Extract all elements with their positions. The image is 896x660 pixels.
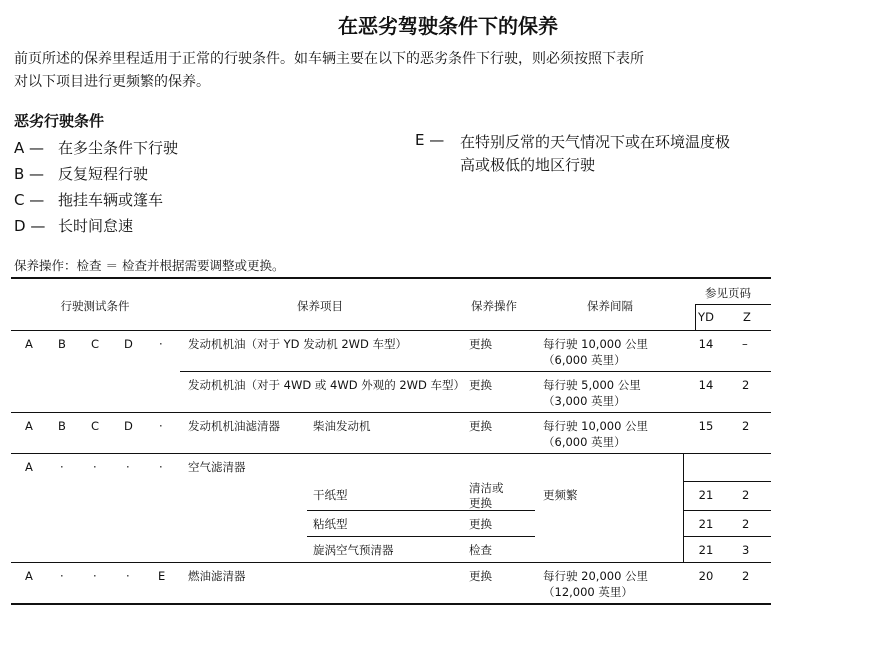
condition-d: D — 长时间怠速 [14, 217, 134, 235]
table-top-rule [11, 277, 771, 279]
interval-line-2: （6,000 英里） [543, 353, 626, 367]
condition-flag: · [93, 569, 97, 583]
interval: 更频繁 [543, 488, 578, 502]
item-sub: 旋涡空气预清器 [313, 543, 394, 557]
row-rule [180, 371, 771, 372]
condition-a: A — 在多尘条件下行驶 [14, 139, 179, 157]
condition-flag: B [58, 337, 66, 351]
condition-flag: C [91, 337, 100, 351]
item-name: 燃油滤清器 [188, 569, 246, 583]
interval-line-1: 每行驶 10,000 公里 [543, 337, 649, 351]
item-sub: 粘纸型 [313, 517, 348, 531]
intro-line-2: 对以下项目进行更频繁的保养。 [14, 74, 210, 90]
condition-flag: A [25, 419, 33, 433]
ref-z: 2 [742, 569, 750, 583]
ref-column-divider [683, 453, 684, 562]
condition-flag: E [158, 569, 166, 583]
condition-e-code: E — [415, 131, 445, 149]
ref-yd: 14 [698, 378, 714, 392]
ref-yd: 14 [698, 337, 714, 351]
condition-flag: D [124, 419, 133, 433]
ref-z: – [742, 337, 748, 351]
row-rule [11, 453, 771, 454]
row-rule [683, 510, 771, 511]
ref-z: 2 [742, 488, 750, 502]
item-name: 发动机机油（对于 4WD 或 4WD 外观的 2WD 车型） [188, 378, 466, 392]
interval-line-1: 每行驶 10,000 公里 [543, 419, 649, 433]
condition-c: C — 拖挂车辆或篷车 [14, 191, 164, 209]
header-ref: 参见页码 [705, 286, 751, 300]
ref-yd: 21 [698, 517, 714, 531]
condition-flag: · [159, 419, 163, 433]
item-sub: 干纸型 [313, 488, 348, 502]
ref-header-rule [695, 304, 771, 305]
condition-flag: A [25, 569, 33, 583]
item-name: 发动机机油滤清器 [188, 419, 280, 433]
ref-yd: 21 [698, 543, 714, 557]
operation-note: 保养操作：检查 ＝ 检查并根据需要调整或更换。 [14, 258, 285, 273]
item-name: 发动机机油（对于 YD 发动机 2WD 车型） [188, 337, 408, 351]
header-item: 保养项目 [297, 299, 343, 313]
header-z: Z [743, 310, 751, 324]
ref-yd: 15 [698, 419, 714, 433]
header-interval: 保养间隔 [587, 299, 633, 313]
header-yd: YD [698, 310, 714, 324]
interval-line-2: （12,000 英里） [543, 585, 633, 599]
interval-line-1: 每行驶 20,000 公里 [543, 569, 649, 583]
row-rule [11, 412, 771, 413]
row-rule [307, 536, 535, 537]
condition-flag: · [60, 569, 64, 583]
condition-flag: · [159, 460, 163, 474]
condition-b: B — 反复短程行驶 [14, 165, 149, 183]
conditions-heading: 恶劣行驶条件 [14, 112, 105, 130]
ref-z: 3 [742, 543, 750, 557]
condition-flag: C [91, 419, 100, 433]
condition-flag: · [159, 337, 163, 351]
operation: 更换 [469, 517, 492, 531]
operation: 更换 [469, 569, 492, 583]
row-rule [307, 510, 535, 511]
ref-z: 2 [742, 517, 750, 531]
table-bottom-rule [11, 603, 771, 605]
ref-yd: 21 [698, 488, 714, 502]
operation-line-2: 更换 [469, 496, 492, 510]
condition-flag: A [25, 337, 33, 351]
operation-line-1: 清洁或 [469, 481, 504, 495]
condition-e-line-2: 高或极低的地区行驶 [460, 156, 596, 174]
interval-line-1: 每行驶 5,000 公里 [543, 378, 641, 392]
operation: 更换 [469, 378, 492, 392]
condition-flag: B [58, 419, 66, 433]
header-operation: 保养操作 [471, 299, 517, 313]
interval-line-2: （6,000 英里） [543, 435, 626, 449]
row-rule [683, 481, 771, 482]
condition-e-line-1: 在特别反常的天气情况下或在环境温度极 [460, 133, 731, 151]
condition-flag: · [60, 460, 64, 474]
interval-line-2: （3,000 英里） [543, 394, 626, 408]
page-title: 在恶劣驾驶条件下的保养 [338, 14, 558, 38]
header-bottom-rule [11, 330, 771, 331]
operation: 更换 [469, 419, 492, 433]
condition-flag: · [126, 460, 130, 474]
condition-flag: A [25, 460, 33, 474]
intro-line-1: 前页所述的保养里程适用于正常的行驶条件。如车辆主要在以下的恶劣条件下行驶，则必须按照下表所 [14, 51, 644, 67]
operation: 检查 [469, 543, 492, 557]
condition-flag: · [126, 569, 130, 583]
row-rule [683, 536, 771, 537]
condition-flag: · [93, 460, 97, 474]
row-rule [11, 562, 771, 563]
ref-yd: 20 [698, 569, 714, 583]
operation: 更换 [469, 337, 492, 351]
ref-z: 2 [742, 378, 750, 392]
header-conditions: 行驶测试条件 [60, 299, 130, 313]
item-name: 空气滤清器 [188, 460, 246, 474]
ref-z: 2 [742, 419, 750, 433]
item-sub: 柴油发动机 [313, 419, 371, 433]
condition-flag: D [124, 337, 133, 351]
